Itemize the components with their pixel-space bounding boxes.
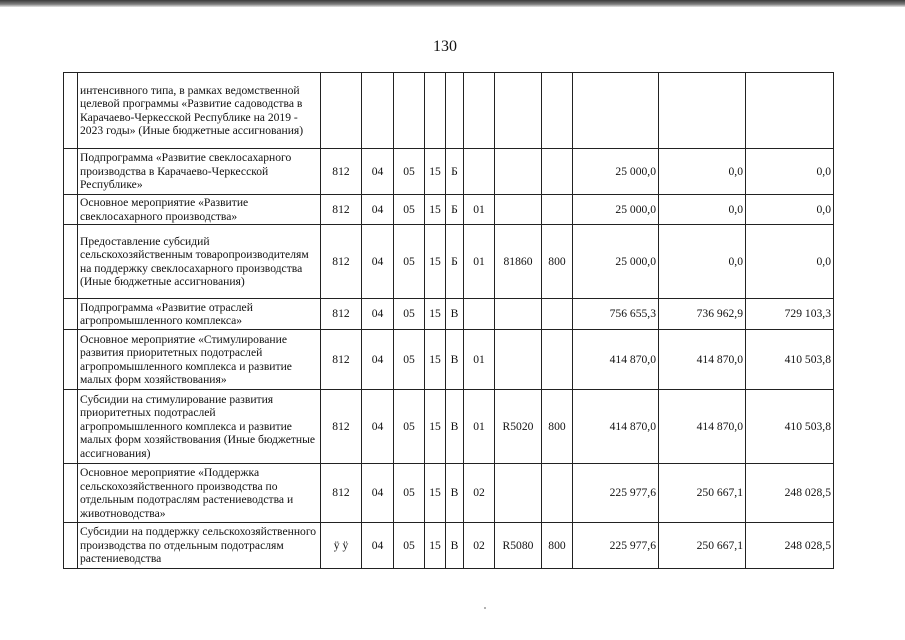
section-code: 04 bbox=[362, 149, 394, 195]
amount-year-3: 248 028,5 bbox=[746, 523, 834, 569]
amount-year-2: 0,0 bbox=[659, 195, 746, 225]
section-code: 04 bbox=[362, 330, 394, 390]
amount-year-2: 736 962,9 bbox=[659, 299, 746, 330]
table-row bbox=[64, 390, 834, 464]
table-row bbox=[64, 464, 834, 523]
item-name: Субсидии на поддержку сельскохозяйственного производства по отдельным подотраслям растениеводства bbox=[78, 523, 321, 569]
program-code bbox=[425, 73, 446, 149]
table-row bbox=[64, 523, 834, 569]
subsection-code bbox=[394, 73, 425, 149]
subprogram-code: Б bbox=[446, 225, 464, 299]
row-marker bbox=[64, 73, 78, 149]
activity-code bbox=[464, 149, 495, 195]
ved-code: 812 bbox=[321, 225, 362, 299]
amount-year-1 bbox=[573, 73, 659, 149]
amount-year-2: 0,0 bbox=[659, 149, 746, 195]
amount-year-3: 0,0 bbox=[746, 225, 834, 299]
section-code bbox=[362, 73, 394, 149]
expense-type-code: 800 bbox=[542, 225, 573, 299]
item-name: Подпрограмма «Развитие отраслей агропромышленного комплекса» bbox=[78, 299, 321, 330]
table-row bbox=[64, 73, 834, 149]
amount-year-1: 225 977,6 bbox=[573, 464, 659, 523]
subsection-code: 05 bbox=[394, 523, 425, 569]
item-name: интенсивного типа, в рамках ведомственной целевой программы «Развитие садоводства в Карачаево-Черкесской Республике на 2019 - 2023 годы» (Иные бюджетные ассигнования) bbox=[78, 73, 321, 149]
amount-year-3: 248 028,5 bbox=[746, 464, 834, 523]
program-code: 15 bbox=[425, 523, 446, 569]
subsection-code: 05 bbox=[394, 149, 425, 195]
ved-code: 812 bbox=[321, 299, 362, 330]
amount-year-1: 414 870,0 bbox=[573, 390, 659, 464]
amount-year-3: 0,0 bbox=[746, 149, 834, 195]
direction-code bbox=[495, 330, 542, 390]
amount-year-1: 25 000,0 bbox=[573, 225, 659, 299]
activity-code: 01 bbox=[464, 195, 495, 225]
subprogram-code: Б bbox=[446, 149, 464, 195]
page-number: 130 bbox=[433, 38, 457, 55]
table-row bbox=[64, 330, 834, 390]
amount-year-2: 414 870,0 bbox=[659, 390, 746, 464]
amount-year-1: 225 977,6 bbox=[573, 523, 659, 569]
amount-year-3: 0,0 bbox=[746, 195, 834, 225]
budget-table bbox=[63, 72, 834, 569]
subprogram-code: В bbox=[446, 330, 464, 390]
program-code: 15 bbox=[425, 464, 446, 523]
program-code: 15 bbox=[425, 390, 446, 464]
program-code: 15 bbox=[425, 195, 446, 225]
row-marker bbox=[64, 149, 78, 195]
amount-year-1: 25 000,0 bbox=[573, 149, 659, 195]
amount-year-1: 414 870,0 bbox=[573, 330, 659, 390]
activity-code bbox=[464, 299, 495, 330]
amount-year-3: 410 503,8 bbox=[746, 330, 834, 390]
ved-code: 812 bbox=[321, 149, 362, 195]
amount-year-3 bbox=[746, 73, 834, 149]
section-code: 04 bbox=[362, 523, 394, 569]
amount-year-3: 729 103,3 bbox=[746, 299, 834, 330]
subsection-code: 05 bbox=[394, 299, 425, 330]
ved-code: 812 bbox=[321, 390, 362, 464]
item-name: Предоставление субсидий сельскохозяйственным товаропроизводителям на поддержку свеклосахарного производства (Иные бюджетные ассигнования) bbox=[78, 225, 321, 299]
expense-type-code bbox=[542, 299, 573, 330]
subsection-code: 05 bbox=[394, 195, 425, 225]
ved-code: ÿ ÿ bbox=[321, 523, 362, 569]
row-marker bbox=[64, 330, 78, 390]
expense-type-code bbox=[542, 73, 573, 149]
activity-code: 01 bbox=[464, 390, 495, 464]
program-code: 15 bbox=[425, 330, 446, 390]
amount-year-2: 250 667,1 bbox=[659, 464, 746, 523]
direction-code bbox=[495, 299, 542, 330]
row-marker bbox=[64, 225, 78, 299]
direction-code: 81860 bbox=[495, 225, 542, 299]
item-name: Основное мероприятие «Развитие свеклосахарного производства» bbox=[78, 195, 321, 225]
activity-code: 01 bbox=[464, 225, 495, 299]
table-row bbox=[64, 299, 834, 330]
expense-type-code: 800 bbox=[542, 390, 573, 464]
amount-year-1: 756 655,3 bbox=[573, 299, 659, 330]
scan-edge bbox=[0, 0, 905, 7]
ved-code: 812 bbox=[321, 195, 362, 225]
amount-year-2 bbox=[659, 73, 746, 149]
row-marker bbox=[64, 195, 78, 225]
row-marker bbox=[64, 464, 78, 523]
program-code: 15 bbox=[425, 225, 446, 299]
section-code: 04 bbox=[362, 390, 394, 464]
subprogram-code bbox=[446, 73, 464, 149]
item-name: Подпрограмма «Развитие свеклосахарного производства в Карачаево-Черкесской Республике» bbox=[78, 149, 321, 195]
item-name: Основное мероприятие «Стимулирование развития приоритетных подотраслей агропромышленного комплекса и развитие малых форм хозяйствования» bbox=[78, 330, 321, 390]
scan-speck bbox=[484, 607, 486, 609]
direction-code bbox=[495, 195, 542, 225]
subprogram-code: В bbox=[446, 464, 464, 523]
row-marker bbox=[64, 299, 78, 330]
amount-year-2: 0,0 bbox=[659, 225, 746, 299]
amount-year-1: 25 000,0 bbox=[573, 195, 659, 225]
section-code: 04 bbox=[362, 225, 394, 299]
direction-code bbox=[495, 464, 542, 523]
program-code: 15 bbox=[425, 299, 446, 330]
subprogram-code: В bbox=[446, 299, 464, 330]
amount-year-3: 410 503,8 bbox=[746, 390, 834, 464]
subprogram-code: В bbox=[446, 523, 464, 569]
amount-year-2: 250 667,1 bbox=[659, 523, 746, 569]
subprogram-code: Б bbox=[446, 195, 464, 225]
subsection-code: 05 bbox=[394, 464, 425, 523]
activity-code: 02 bbox=[464, 523, 495, 569]
section-code: 04 bbox=[362, 299, 394, 330]
program-code: 15 bbox=[425, 149, 446, 195]
subsection-code: 05 bbox=[394, 225, 425, 299]
direction-code: R5080 bbox=[495, 523, 542, 569]
ved-code: 812 bbox=[321, 464, 362, 523]
ved-code bbox=[321, 73, 362, 149]
subsection-code: 05 bbox=[394, 330, 425, 390]
direction-code bbox=[495, 73, 542, 149]
section-code: 04 bbox=[362, 464, 394, 523]
section-code: 04 bbox=[362, 195, 394, 225]
expense-type-code: 800 bbox=[542, 523, 573, 569]
row-marker bbox=[64, 523, 78, 569]
subprogram-code: В bbox=[446, 390, 464, 464]
subsection-code: 05 bbox=[394, 390, 425, 464]
table-row bbox=[64, 195, 834, 225]
activity-code: 01 bbox=[464, 330, 495, 390]
expense-type-code bbox=[542, 149, 573, 195]
activity-code: 02 bbox=[464, 464, 495, 523]
item-name: Основное мероприятие «Поддержка сельскохозяйственного производства по отдельным подотраслям растениеводства и животноводства» bbox=[78, 464, 321, 523]
expense-type-code bbox=[542, 195, 573, 225]
table-row bbox=[64, 149, 834, 195]
expense-type-code bbox=[542, 330, 573, 390]
amount-year-2: 414 870,0 bbox=[659, 330, 746, 390]
expense-type-code bbox=[542, 464, 573, 523]
ved-code: 812 bbox=[321, 330, 362, 390]
table-row bbox=[64, 225, 834, 299]
activity-code bbox=[464, 73, 495, 149]
direction-code: R5020 bbox=[495, 390, 542, 464]
row-marker bbox=[64, 390, 78, 464]
item-name: Субсидии на стимулирование развития приоритетных подотраслей агропромышленного комплекса и развитие малых форм хозяйствования (Иные бюджетные ассигнования) bbox=[78, 390, 321, 464]
direction-code bbox=[495, 149, 542, 195]
